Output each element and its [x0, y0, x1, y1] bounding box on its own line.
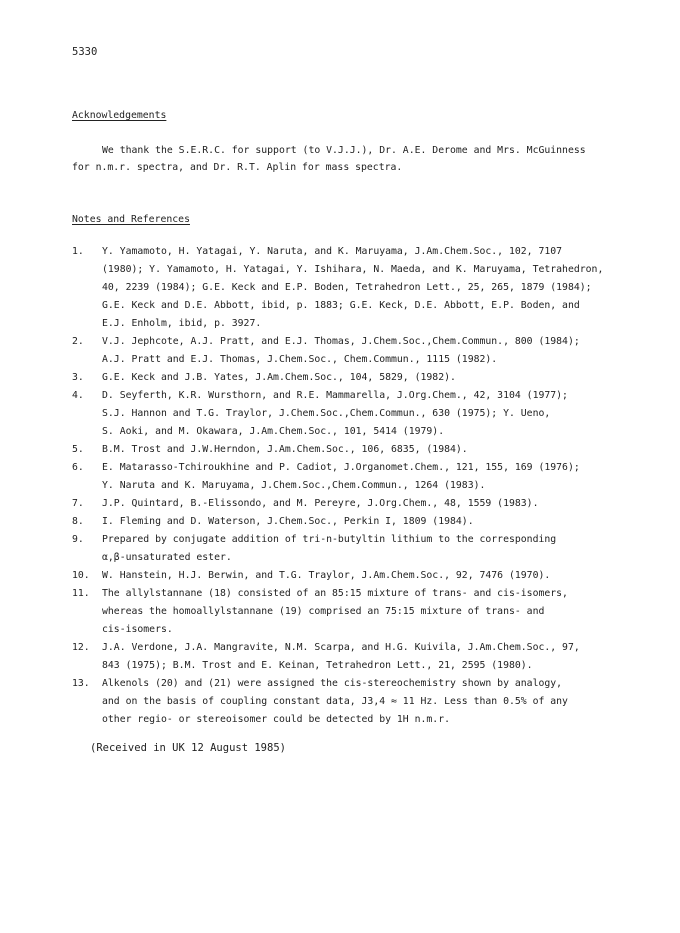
reference-text — [102, 441, 632, 459]
reference-line: Prepared by conjugate addition of tri-n-butyltin lithium to the corresponding — [102, 534, 557, 545]
reference-line: E. Matarasso-Tchiroukhine and P. Cadiot, J.Organomet.Chem., 121, 155, 169 (1976); — [102, 462, 580, 473]
reference-number: 11. — [72, 588, 90, 599]
reference-item — [72, 441, 632, 459]
reference-item — [72, 531, 632, 567]
reference-item — [72, 387, 632, 441]
reference-line: S.J. Hannon and T.G. Traylor, J.Chem.Soc.,Chem.Commun., 630 (1975); Y. Ueno, — [102, 408, 551, 419]
reference-line: α,β-unsaturated ester. — [102, 552, 232, 563]
notes-heading: Notes and References — [72, 214, 190, 225]
reference-item — [72, 459, 632, 495]
page-number: 5330 — [72, 46, 98, 58]
reference-item — [72, 567, 632, 585]
reference-line: G.E. Keck and J.B. Yates, J.Am.Chem.Soc., 104, 5829, (1982). — [102, 372, 456, 383]
reference-line: E.J. Enholm, ibid, p. 3927. — [102, 318, 262, 329]
reference-text — [102, 459, 632, 495]
reference-number: 10. — [72, 570, 90, 581]
acknowledgements-line: We thank the S.E.R.C. for support (to V.J.J.), Dr. A.E. Derome and Mrs. McGuinness — [102, 145, 586, 156]
reference-text — [102, 567, 632, 585]
received-date: (Received in UK 12 August 1985) — [90, 742, 286, 754]
reference-line: B.M. Trost and J.W.Herndon, J.Am.Chem.Soc., 106, 6835, (1984). — [102, 444, 468, 455]
reference-line: G.E. Keck and D.E. Abbott, ibid, p. 1883; G.E. Keck, D.E. Abbott, E.P. Boden, and — [102, 300, 580, 311]
reference-line: whereas the homoallylstannane (19) comprised an 75:15 mixture of trans- and — [102, 606, 545, 617]
reference-number: 13. — [72, 678, 90, 689]
reference-item — [72, 369, 632, 387]
reference-item — [72, 639, 632, 675]
reference-line: I. Fleming and D. Waterson, J.Chem.Soc., Perkin I, 1809 (1984). — [102, 516, 474, 527]
reference-item — [72, 495, 632, 513]
reference-number: 6. — [72, 462, 84, 473]
reference-text — [102, 513, 632, 531]
reference-line: 40, 2239 (1984); G.E. Keck and E.P. Boden, Tetrahedron Lett., 25, 265, 1879 (1984); — [102, 282, 592, 293]
reference-number: 9. — [72, 534, 84, 545]
reference-item — [72, 333, 632, 369]
reference-line: A.J. Pratt and E.J. Thomas, J.Chem.Soc., Chem.Commun., 1115 (1982). — [102, 354, 498, 365]
acknowledgements-text — [72, 142, 612, 176]
reference-line: W. Hanstein, H.J. Berwin, and T.G. Traylor, J.Am.Chem.Soc., 92, 7476 (1970). — [102, 570, 551, 581]
reference-line: The allylstannane (18) consisted of an 85:15 mixture of trans- and cis-isomers, — [102, 588, 568, 599]
reference-number: 8. — [72, 516, 84, 527]
reference-text — [102, 531, 632, 567]
reference-number: 1. — [72, 246, 84, 257]
reference-text — [102, 585, 632, 639]
reference-line: V.J. Jephcote, A.J. Pratt, and E.J. Thomas, J.Chem.Soc.,Chem.Commun., 800 (1984); — [102, 336, 580, 347]
acknowledgements-line: for n.m.r. spectra, and Dr. R.T. Aplin for mass spectra. — [72, 162, 403, 173]
reference-text — [102, 369, 632, 387]
reference-line: cis-isomers. — [102, 624, 173, 635]
reference-line: D. Seyferth, K.R. Wursthorn, and R.E. Mammarella, J.Org.Chem., 42, 3104 (1977); — [102, 390, 568, 401]
reference-text — [102, 639, 632, 675]
reference-item — [72, 585, 632, 639]
reference-item — [72, 243, 632, 333]
reference-line: other regio- or stereoisomer could be detected by 1H n.m.r. — [102, 714, 450, 725]
reference-text — [102, 675, 632, 729]
reference-text — [102, 333, 632, 369]
reference-text — [102, 387, 632, 441]
acknowledgements-heading: Acknowledgements — [72, 110, 167, 121]
reference-line: Y. Naruta and K. Maruyama, J.Chem.Soc.,Chem.Commun., 1264 (1983). — [102, 480, 486, 491]
reference-text — [102, 243, 632, 333]
reference-number: 2. — [72, 336, 84, 347]
reference-line: and on the basis of coupling constant data, J3,4 ≈ 11 Hz. Less than 0.5% of any — [102, 696, 568, 707]
reference-item — [72, 675, 632, 729]
reference-number: 4. — [72, 390, 84, 401]
reference-line: S. Aoki, and M. Okawara, J.Am.Chem.Soc., 101, 5414 (1979). — [102, 426, 445, 437]
reference-line: Alkenols (20) and (21) were assigned the cis-stereochemistry shown by analogy, — [102, 678, 563, 689]
reference-list — [72, 243, 632, 729]
reference-line: J.P. Quintard, B.-Elissondo, and M. Pereyre, J.Org.Chem., 48, 1559 (1983). — [102, 498, 539, 509]
reference-line: 843 (1975); B.M. Trost and E. Keinan, Tetrahedron Lett., 21, 2595 (1980). — [102, 660, 533, 671]
reference-line: J.A. Verdone, J.A. Mangravite, N.M. Scarpa, and H.G. Kuivila, J.Am.Chem.Soc., 97, — [102, 642, 580, 653]
reference-line: Y. Yamamoto, H. Yatagai, Y. Naruta, and K. Maruyama, J.Am.Chem.Soc., 102, 7107 — [102, 246, 563, 257]
reference-item — [72, 513, 632, 531]
reference-line: (1980); Y. Yamamoto, H. Yatagai, Y. Ishihara, N. Maeda, and K. Maruyama, Tetrahedron, — [102, 264, 604, 275]
reference-number: 5. — [72, 444, 84, 455]
reference-number: 7. — [72, 498, 84, 509]
reference-number: 12. — [72, 642, 90, 653]
reference-text — [102, 495, 632, 513]
reference-number: 3. — [72, 372, 84, 383]
